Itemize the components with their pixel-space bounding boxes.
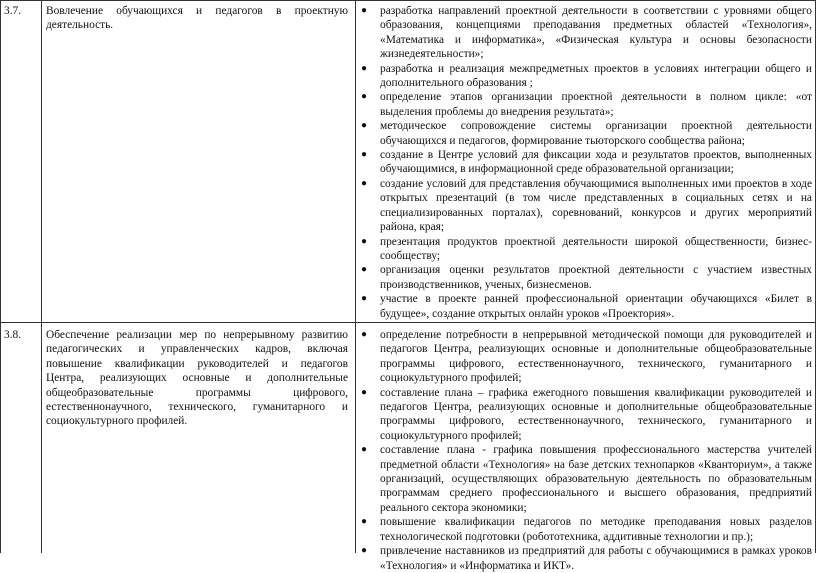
list-item: ● разработка направлений проектной деятельности в соответствии с уровнями общего образования, концепциями преподавания предметных областей «Технология», «Математика и информатика», «Физическая культура и основы безопасности жизнедеятельности»; — [361, 5, 812, 61]
list-item: ● составление плана – графика ежегодного повышения квалификации руководителей и педагогов Центра, реализующих основные и дополнительные общеобразовательные программы цифрового, естественнонаучного, технического, гуманитарного и социокультурного профилей; — [361, 386, 812, 442]
column-divider — [41, 0, 42, 553]
bullet-icon: ● — [361, 329, 368, 340]
column-divider — [355, 0, 356, 553]
bullet-icon: ● — [361, 444, 368, 456]
list-item: ● составление плана - графика повышения профессионального мастерства учителей предметной области «Технология» на базе детских технопарков «Кванториум», а также организаций, осуществляющих образовательную деятельность по образовательным программам среднего профессионального и высшего образования, предприятий реального сектора экономики; — [361, 444, 812, 514]
bullet-icon: ● — [361, 149, 368, 161]
bullet-icon: ● — [361, 264, 368, 276]
bullet-icon: ● — [361, 386, 368, 398]
bullet-icon: ● — [361, 177, 368, 189]
bullet-icon: ● — [361, 293, 368, 305]
list-item: ● создание в Центре условий для фиксации хода и результатов проектов, выполненных обучающимися, в информационной среде образовательной организации; — [361, 149, 812, 176]
row-number: 3.8. — [4, 329, 22, 341]
bullet-icon: ● — [361, 120, 368, 132]
row-number: 3.7. — [4, 5, 22, 17]
list-item: ● участие в проекте ранней профессиональной ориентации обучающихся «Билет в будущее», создание открытых онлайн уроков «Проектория». — [361, 293, 812, 320]
bullet-icon: ● — [361, 91, 368, 103]
list-item: ● методическое сопровождение системы организации проектной деятельности обучающихся и педагогов, формирование тьюторского сообщества района; — [361, 120, 812, 147]
table-border-left — [0, 0, 1, 553]
bullet-icon: ● — [361, 5, 368, 16]
row-divider — [0, 322, 816, 323]
activity-list — [361, 328, 812, 573]
list-item: ● определение потребности в непрерывной методической помощи для руководителей и педагогов Центра, реализующих основные и дополнительные общеобразовательные программы цифрового, естественнонаучного, технического, гуманитарного и социокультурного профилей; — [361, 329, 812, 385]
list-item: ● определение этапов организации проектной деятельности в полном цикле: «от выделения проблемы до внедрения результата»; — [361, 91, 812, 118]
list-item: ● организация оценки результатов проектной деятельности с участием известных производственников, ученых, бизнесменов. — [361, 264, 812, 291]
bullet-icon: ● — [361, 235, 368, 247]
row-title: Вовлечение обучающихся и педагогов в проектную деятельность. — [46, 5, 348, 32]
bullet-icon: ● — [361, 516, 368, 528]
bullet-icon: ● — [361, 62, 368, 74]
activity-list — [361, 4, 812, 321]
list-item: ● повышение квалификации педагогов по методике преподавания новых разделов технологической подготовки (робототехника, аддитивные технологии и пр.); — [361, 516, 812, 543]
row-title: Обеспечение реализации мер по непрерывному развитию педагогических и управленческих кадров, включая повышение квалификации руководителей и педагогов Центра, реализующих основные и дополнительные общеобразовательные программы цифрового, естественнонаучного, технического, гуманитарного и социокультурного профилей. — [46, 329, 348, 428]
bullet-icon: ● — [361, 545, 368, 557]
list-item: ● разработка и реализация межпредметных проектов в условиях интеграции общего и дополнительного образования ; — [361, 62, 812, 90]
list-item: ● презентация продуктов проектной деятельности широкой общественности, бизнес-сообществу; — [361, 235, 812, 262]
row-divider — [0, 0, 816, 1]
list-item: ● создание условий для представления обучающимися выполненных ими проектов в ходе открытых презентаций (в том числе представленных в социальных сетях и на специализированных порталах), соревнований, конкурсов и других мероприятий района, края; — [361, 177, 812, 234]
list-item: ● привлечение наставников из предприятий для работы с обучающимися в рамках уроков «Технология» и «Информатика и ИКТ». — [361, 545, 812, 572]
